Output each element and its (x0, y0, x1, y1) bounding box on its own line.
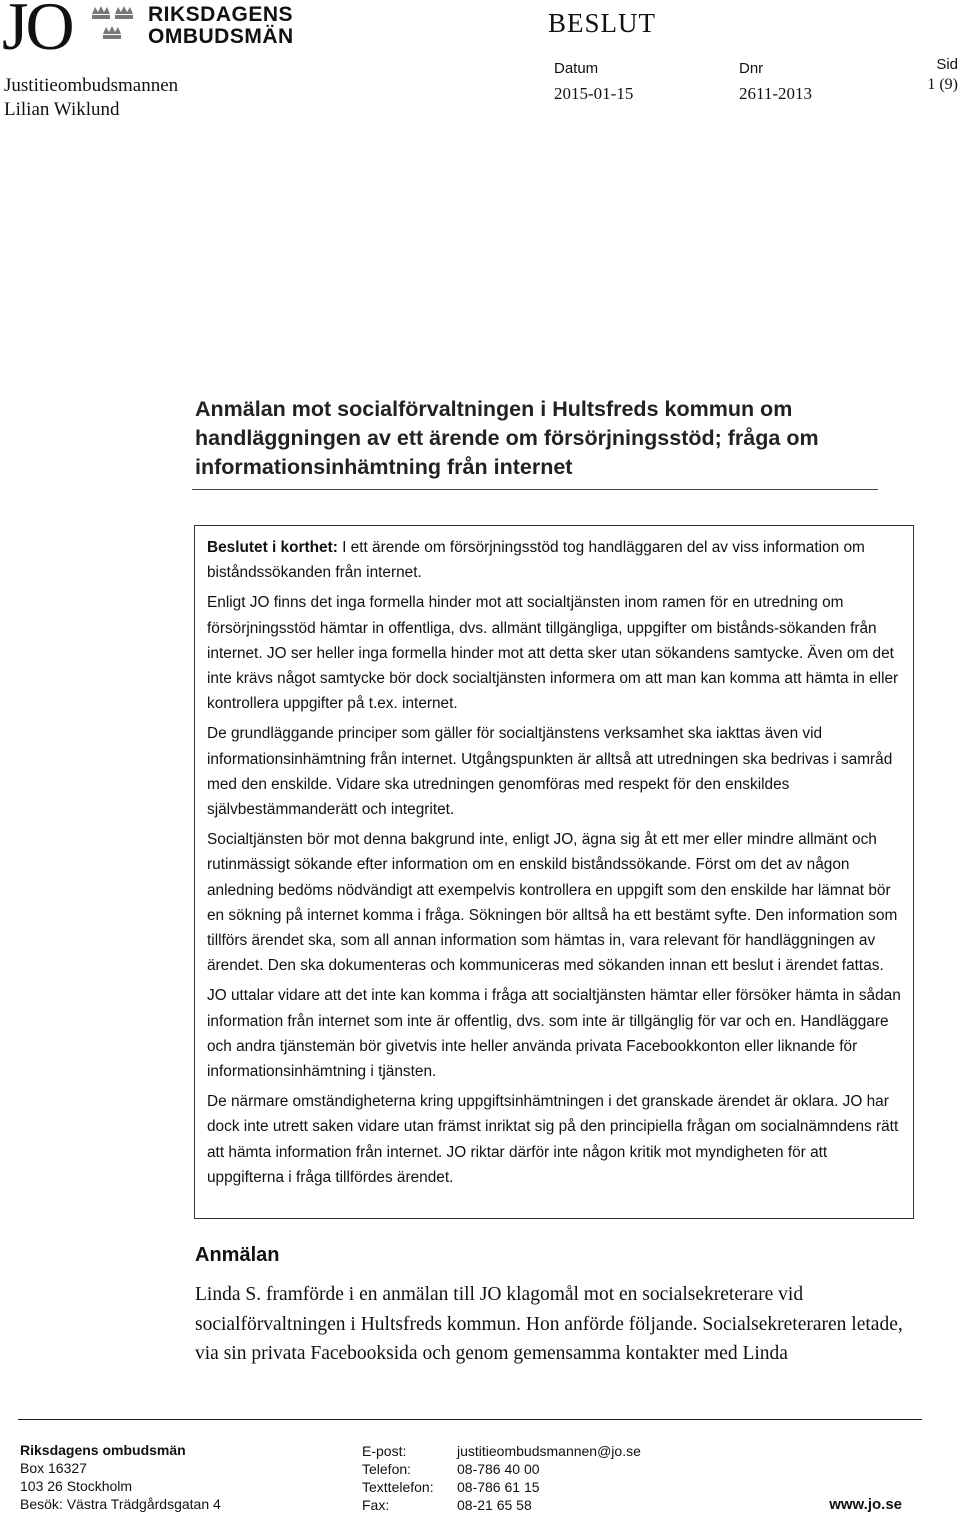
logo-jo: JO (2, 0, 72, 64)
summary-paragraph: Enligt JO finns det inga formella hinder mot att socialtjänsten inom ramen för en utredning om försörjningsstöd hämtar in offentliga, dvs. allmänt tillgängliga, uppgifter om bistånds-sökanden från internet. JO ser heller inga formella hinder mot att detta sker utan sökandens samtycke. Även om det inte krävs något samtycke bör dock socialtjänsten informera om att man kan komma att hämta in eller kontrollera uppgifter på t.ex. internet. (207, 594, 899, 713)
summary-box (194, 525, 914, 1219)
logo-name (148, 4, 294, 48)
footer-divider (18, 1419, 922, 1420)
contact-row (362, 1442, 641, 1460)
date-value: 2015-01-15 (554, 84, 634, 103)
date-label: Datum (554, 60, 599, 77)
section-heading: Anmälan (195, 1244, 280, 1266)
office-block (4, 74, 178, 122)
website-link[interactable]: www.jo.se (829, 1496, 902, 1513)
logo-name-line1: RIKSDAGENS (148, 3, 294, 26)
contact-label: Telefon: (362, 1461, 412, 1477)
contact-row (362, 1496, 641, 1514)
page-label: Sid (936, 56, 958, 73)
footer-address (20, 1441, 221, 1513)
logo-name-line2: OMBUDSMÄN (148, 25, 294, 48)
email-link[interactable]: justitieombudsmannen@jo.se (457, 1443, 641, 1459)
dnr-value: 2611-2013 (739, 84, 813, 103)
footer-box: Box 16327 (20, 1460, 87, 1476)
title-divider (192, 489, 878, 490)
summary-lead-label: Beslutet i korthet: (207, 539, 338, 556)
contact-value: 08-786 61 15 (457, 1479, 540, 1495)
page-title: Anmälan mot socialförvaltningen i Hultsfreds kommun om handläggningen av ett ärende om försörjningsstöd; fråga om informationsinhämtning från internet (195, 397, 819, 479)
office-title: Justitieombudsmannen (4, 75, 179, 96)
page-indicator (927, 55, 958, 95)
contact-label: Texttelefon: (362, 1479, 434, 1495)
footer-city: 103 26 Stockholm (20, 1478, 133, 1494)
contact-label: Fax: (362, 1497, 390, 1513)
office-person: Lilian Wiklund (4, 99, 120, 120)
three-crowns-icon (90, 4, 136, 48)
summary-paragraph: JO uttalar vidare att det inte kan komma i fråga att socialtjänsten hämtar eller försöker hämta in sådan information från internet som inte är offentlig, dvs. som inte är tillgänglig för var och en. Handläggare och andra tjänstemän bör givetvis inte heller använda privata Facebookkonton eller liknande för informationsinhämtning i tjänsten. (207, 987, 901, 1081)
doc-type: BESLUT (548, 8, 657, 38)
footer-org-name: Riksdagens ombudsmän (20, 1442, 186, 1458)
section-body: Linda S. framförde i en anmälan till JO klagomål mot en socialsekreterare vid socialförvaltningen i Hultsfreds kommun. Hon anförde följande. Socialsekreteraren letade, via sin privata Facebooksida och genom gemensamma kontakter med Linda (195, 1284, 903, 1364)
contact-row (362, 1460, 641, 1478)
summary-paragraph: De grundläggande principer som gäller för socialtjänstens verksamhet ska iakttas även vid informationsinhämtning från internet. Utgångspunkten är alltså att utredningen ska bedrivas i samråd med den enskilde. Vidare ska utredningen genomföras med respekt för den enskildes självbestämmanderätt och integritet. (207, 725, 893, 819)
summary-paragraph: Socialtjänsten bör mot denna bakgrund inte, enligt JO, ägna sig åt ett mer eller mindre allmänt och rutinmässigt sökande efter information om en enskild biståndssökande. Först om det av någon anledning bedöms nödvändigt att exempelvis kontrollera en uppgift som den enskilde har lämnat bör en sökning på internet komma i fråga. Sökningen bör alltså ha ett bestämt syfte. Den information som tillförs ärendet ska, som all annan information som hämtas in, vara relevant för handläggningen av ärendet. Den ska dokumenteras och kommuniceras med sökanden innan ett beslut i ärendet fattas. (207, 831, 898, 975)
summary-lead-text: I ett ärende om försörjningsstöd tog handläggaren del av viss information om biståndssökanden från internet. (207, 539, 865, 582)
dnr-label: Dnr (739, 60, 764, 77)
summary-paragraph: De närmare omständigheterna kring uppgiftsinhämtningen i det granskade ärendet är oklara. JO har dock inte utrett saken vidare utan främst inriktat sig på den principiella frågan om socialnämndens rätt att hämta information från internet. JO riktar därför inte någon kritik mot myndigheten för att uppgifterna i fråga tillfördes ärendet. (207, 1093, 899, 1186)
summary-lead (207, 535, 903, 585)
footer-contacts (362, 1442, 641, 1514)
page-value: 1 (9) (927, 76, 958, 93)
footer-visit: Besök: Västra Trädgårdsgatan 4 (20, 1496, 221, 1512)
contact-value: 08-786 40 00 (457, 1461, 540, 1477)
contact-label: E-post: (362, 1443, 407, 1459)
contact-row (362, 1478, 641, 1496)
contact-value: 08-21 65 58 (457, 1497, 532, 1513)
